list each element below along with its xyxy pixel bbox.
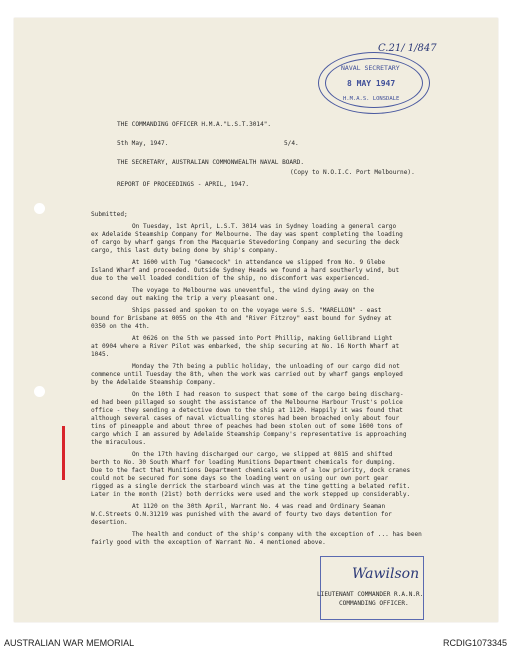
- body-line: At 1600 with Tug "Gamecock" in attendance we slipped from No. 9 Glebe: [132, 259, 386, 266]
- body-line: commence until Tuesday the 8th, when the work was carried out by wharf gangs employed: [91, 371, 403, 378]
- body-line: by the Adelaide Steamship Company.: [91, 379, 216, 386]
- stamp-date: 8 MAY 1947: [347, 79, 396, 88]
- body-line: The voyage to Melbourne was uneventful, the wind dying away on the: [132, 287, 375, 294]
- signature-rank: LIEUTENANT COMMANDER R.A.N.R.: [317, 591, 424, 598]
- body-line: ex Adelaide Steamship Company for Melbourne. The day was spent completing the loading: [91, 231, 403, 238]
- from-line: THE COMMANDING OFFICER H.M.A."L.S.T.3014".: [117, 121, 272, 128]
- stamp-top-text: NAVAL SECRETARY: [341, 64, 400, 72]
- copy-line: (Copy to N.O.I.C. Port Melbourne).: [290, 169, 415, 176]
- body-line: second day out making the trip a very pleasant one.: [91, 295, 279, 302]
- body-line: cargo, this last duty being done by ship's company.: [91, 247, 279, 254]
- reference-number: 5/4.: [284, 140, 299, 147]
- subject-line: REPORT OF PROCEEDINGS - APRIL, 1947.: [117, 181, 250, 188]
- footer-archive-name: AUSTRALIAN WAR MEMORIAL: [4, 638, 135, 648]
- body-line: W.C.Streets O.N.31219 was punished with the award of fourty two days detention for: [91, 511, 392, 518]
- body-line: At 1120 on the 30th April, Warrant No. 4 was read and Ordinary Seaman: [132, 503, 386, 510]
- body-line: Island Wharf and proceeded. Outside Sydney Heads we found a hard southerly wind, but: [91, 267, 400, 274]
- body-line: the miraculous.: [91, 439, 147, 446]
- signature-title: COMMANDING OFFICER.: [339, 600, 409, 607]
- body-line: On the 17th having discharged our cargo, we slipped at 0815 and shifted: [132, 451, 393, 458]
- body-line: could not be secured for some days so the loading went on using our own port gear: [91, 475, 389, 482]
- punch-hole: [34, 203, 45, 214]
- body-line: On the 10th I had reason to suspect that some of the cargo being discharg-: [132, 391, 404, 398]
- body-line: Due to the fact that Munitions Department chemicals were of a low priority, dock cranes: [91, 467, 411, 474]
- body-line: 1045.: [91, 351, 110, 358]
- body-line: of cargo by wharf gangs from the Macquarie Stevedoring Company and securing the deck: [91, 239, 400, 246]
- body-line: berth to No. 30 South Wharf for loading Munitions Department chemicals for dumping.: [91, 459, 396, 466]
- body-line: bound for Brisbane at 0055 on the 4th and "River Fitzroy" east bound for Sydney at: [91, 315, 392, 322]
- received-stamp: [318, 52, 430, 114]
- handwritten-reference: C.21/ 1/847: [378, 43, 437, 54]
- body-line: desertion.: [91, 519, 128, 526]
- body-line: Later in the month (21st) both derricks were used and the work stepped up considerably.: [91, 491, 411, 498]
- punch-hole: [34, 386, 45, 397]
- recipient-line: THE SECRETARY, AUSTRALIAN COMMONWEALTH NAVAL BOARD.: [117, 159, 305, 166]
- body-line: tins of pineapple and about three of peaches had been stolen out of some 1600 tons of: [91, 423, 403, 430]
- body-line: ed had been pillaged so sought the assistance of the Melbourne Harbour Trust's police: [91, 399, 403, 406]
- handwritten-signature: Wawilson: [352, 566, 420, 582]
- body-line: due to the well loaded condition of the ship, no discomfort was experienced.: [91, 275, 370, 282]
- body-line: Ships passed and spoken to on the voyage were S.S. "MARELLON" - east: [132, 307, 382, 314]
- submitted-label: Submitted;: [91, 211, 128, 218]
- body-line: On Tuesday, 1st April, L.S.T. 3014 was in Sydney loading a general cargo: [132, 223, 397, 230]
- body-line: at 0904 where a River Pilot was embarked, the ship securing at No. 16 North Wharf at: [91, 343, 400, 350]
- date-line: 5th May, 1947.: [117, 140, 169, 147]
- stamp-bottom-text: H.M.A.S. LONSDALE: [343, 96, 400, 102]
- body-line: cargo which I am assured by Adelaide Steamship Company's representative is approaching: [91, 431, 407, 438]
- body-line: fairly good with the exception of Warrant No. 4 mentioned above.: [91, 539, 326, 546]
- body-line: At 0626 on the 5th we passed into Port Phillip, making Gellibrand Light: [132, 335, 393, 342]
- body-line: office - they sending a detective down to the ship at 1120. Happily it was found that: [91, 407, 403, 414]
- red-margin-mark: [62, 426, 65, 480]
- body-line: Monday the 7th being a public holiday, the unloading of our cargo did not: [132, 363, 400, 370]
- footer-document-id: RCDIG1073345: [442, 638, 507, 648]
- body-line: The health and conduct of the ship's company with the exception of ... has been: [132, 531, 422, 538]
- document-page: [14, 18, 498, 622]
- body-line: 0350 on the 4th.: [91, 323, 150, 330]
- body-line: rigged as a single derrick the starboard winch was at the time getting a belated refit.: [91, 483, 411, 490]
- body-line: although several cases of naval victualling stores had been broached only about four: [91, 415, 400, 422]
